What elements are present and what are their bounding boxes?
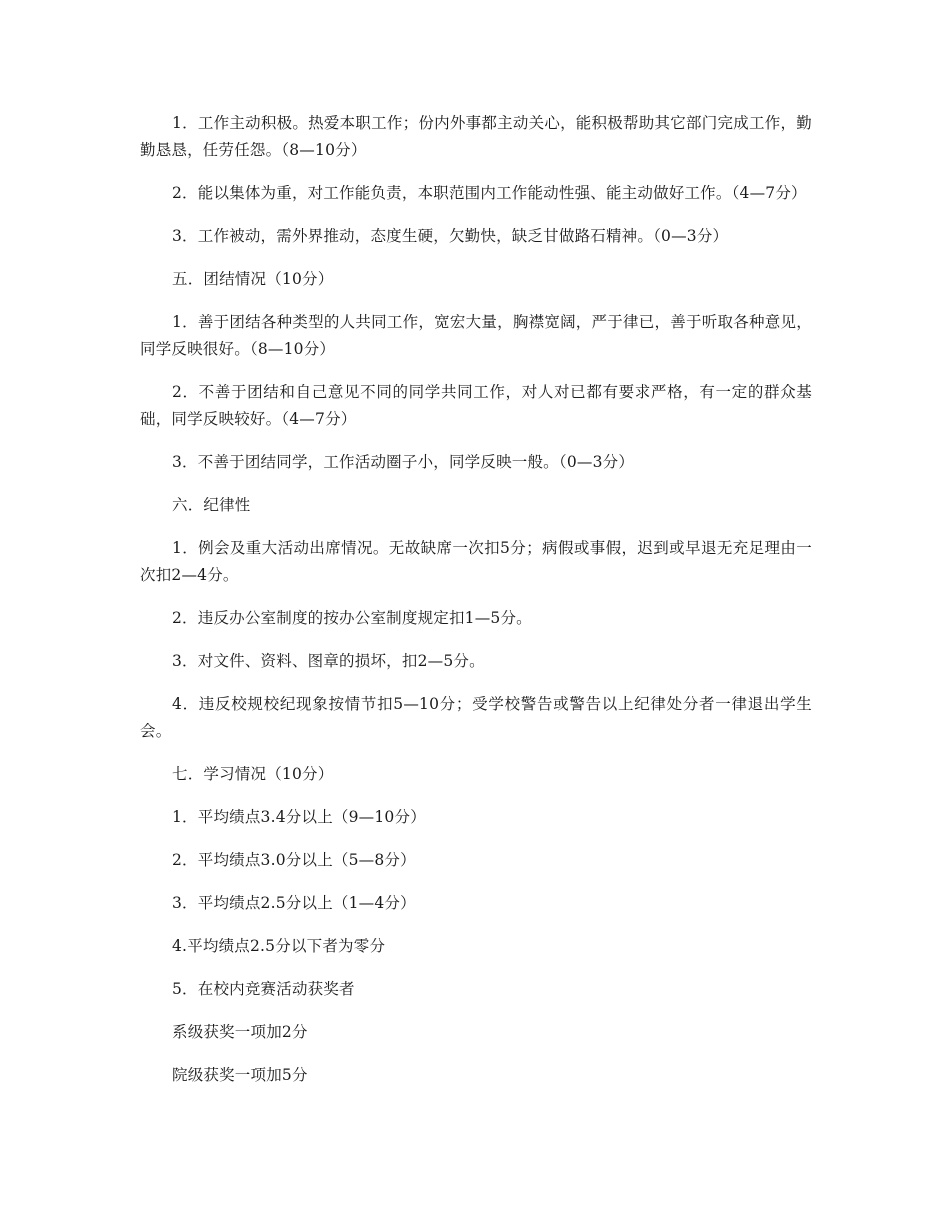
paragraph-study-5: 5．在校内竞赛活动获奖者 [172,980,355,998]
paragraph-work-attitude-1: 1．工作主动积极。热爱本职工作；份内外事都主动关心，能积极帮助其它部门完成工作，勤勤恳恳，任劳任怨。（8—10分） [140,114,812,159]
paragraph-study-1: 1．平均绩点3.4分以上（9—10分） [172,808,426,826]
paragraph-study-3: 3．平均绩点2.5分以上（1—4分） [172,894,416,912]
paragraph-study-4: 4.平均绩点2.5分以下者为零分 [172,937,386,955]
paragraph-discipline-2: 2．违反办公室制度的按办公室制度规定扣1—5分。 [172,609,532,627]
paragraph-unity-3: 3．不善于团结同学，工作活动圈子小，同学反映一般。（0—3分） [172,453,635,471]
paragraph-discipline-3: 3．对文件、资料、图章的损坏，扣2—5分。 [172,652,485,670]
section-heading-discipline: 六．纪律性 [172,496,251,514]
paragraph-unity-1: 1．善于团结各种类型的人共同工作，宽宏大量，胸襟宽阔，严于律已，善于听取各种意见，同学反映很好。（8—10分） [140,313,812,358]
paragraph-bonus-college: 院级获奖一项加5分 [172,1066,308,1084]
document-body [140,110,812,1105]
section-heading-study: 七．学习情况（10分） [172,765,334,783]
paragraph-discipline-1: 1．例会及重大活动出席情况。无故缺席一次扣5分；病假或事假，迟到或早退无充足理由一次扣2—4分。 [140,539,812,584]
section-heading-unity: 五．团结情况（10分） [172,270,334,288]
paragraph-work-attitude-3: 3．工作被动，需外界推动，态度生硬，欠勤快，缺乏甘做路石精神。（0—3分） [172,227,729,245]
paragraph-study-2: 2．平均绩点3.0分以上（5—8分） [172,851,416,869]
paragraph-bonus-department: 系级获奖一项加2分 [172,1023,308,1041]
paragraph-work-attitude-2: 2．能以集体为重，对工作能负责，本职范围内工作能动性强、能主动做好工作。（4—7分） [172,184,807,202]
paragraph-discipline-4: 4．违反校规校纪现象按情节扣5—10分；受学校警告或警告以上纪律处分者一律退出学生会。 [140,695,812,740]
paragraph-unity-2: 2．不善于团结和自己意见不同的同学共同工作，对人对已都有要求严格，有一定的群众基础，同学反映较好。（4—7分） [140,383,812,428]
